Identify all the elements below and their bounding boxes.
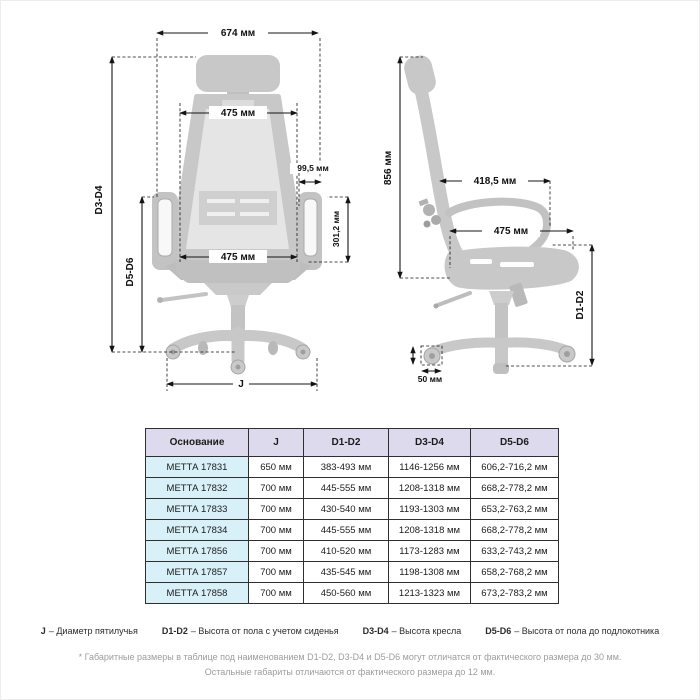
d3d4-cell: 1208-1318 мм <box>389 478 471 499</box>
dimension-label-d1-d2: D1-D2 <box>575 290 586 320</box>
legend-item-d5-d6: D5-D6 – Высота от пола до подлокотника <box>485 626 660 636</box>
dimension-label-seat-width: 475 мм <box>220 252 256 263</box>
footnote <box>0 650 700 680</box>
j-cell: 650 мм <box>249 457 304 478</box>
d1d2-cell: 445-555 мм <box>304 520 389 541</box>
d5d6-cell: 606,2-716,2 мм <box>471 457 559 478</box>
j-cell: 700 мм <box>249 541 304 562</box>
table-header-row <box>146 429 559 457</box>
model-cell: МЕТТА 17834 <box>146 520 249 541</box>
dimension-label-backrest-height: 856 мм <box>383 150 394 186</box>
dimension-label-caster-size: 50 мм <box>417 374 443 384</box>
dimension-label-armrest-width: 99,5 мм <box>297 163 329 173</box>
d1d2-cell: 435-545 мм <box>304 562 389 583</box>
j-cell: 700 мм <box>249 478 304 499</box>
d3d4-cell: 1213-1323 мм <box>389 583 471 604</box>
chair-side-view-drawing <box>402 53 579 374</box>
model-cell: МЕТТА 17856 <box>146 541 249 562</box>
d5d6-cell: 658,2-768,2 мм <box>471 562 559 583</box>
dimension-label-armrest-depth: 418,5 мм <box>473 176 517 187</box>
d1d2-cell: 450-560 мм <box>304 583 389 604</box>
legend-item-j: J – Диаметр пятилучья <box>40 626 138 636</box>
d1d2-cell: 383-493 мм <box>304 457 389 478</box>
d5d6-cell: 633,2-743,2 мм <box>471 541 559 562</box>
column-header-base: Основание <box>146 429 249 457</box>
model-cell: МЕТТА 17832 <box>146 478 249 499</box>
model-cell: МЕТТА 17858 <box>146 583 249 604</box>
j-cell: 700 мм <box>249 499 304 520</box>
dimension-label-armrest-height: 301,2 мм <box>331 210 341 248</box>
side-view-dimensions <box>383 57 592 384</box>
d1d2-cell: 445-555 мм <box>304 478 389 499</box>
dimension-label-d5-d6: D5-D6 <box>125 257 136 287</box>
j-cell: 700 мм <box>249 520 304 541</box>
table-row <box>146 583 559 604</box>
dimension-label-overall-width: 674 мм <box>220 28 256 39</box>
d3d4-cell: 1193-1303 мм <box>389 499 471 520</box>
d1d2-cell: 410-520 мм <box>304 541 389 562</box>
model-cell: МЕТТА 17831 <box>146 457 249 478</box>
table-row <box>146 562 559 583</box>
d3d4-cell: 1198-1308 мм <box>389 562 471 583</box>
dimension-label-seat-depth: 475 мм <box>493 226 529 237</box>
table-row <box>146 541 559 562</box>
column-header-j: J <box>249 429 304 457</box>
table-row <box>146 457 559 478</box>
d3d4-cell: 1146-1256 мм <box>389 457 471 478</box>
dimensions-table <box>145 428 559 604</box>
table-row <box>146 499 559 520</box>
dimension-label-backrest-width: 475 мм <box>220 108 256 119</box>
d3d4-cell: 1173-1283 мм <box>389 541 471 562</box>
d1d2-cell: 430-540 мм <box>304 499 389 520</box>
dimension-label-j: J <box>238 379 244 390</box>
d3d4-cell: 1208-1318 мм <box>389 520 471 541</box>
legend-item-d1-d2: D1-D2 – Высота от пола с учетом сиденья <box>161 626 339 636</box>
model-cell: МЕТТА 17833 <box>146 499 249 520</box>
model-cell: МЕТТА 17857 <box>146 562 249 583</box>
chair-back-view-drawing <box>152 55 322 374</box>
d5d6-cell: 653,2-763,2 мм <box>471 499 559 520</box>
d5d6-cell: 673,2-783,2 мм <box>471 583 559 604</box>
d5d6-cell: 668,2-778,2 мм <box>471 520 559 541</box>
legend <box>0 626 700 636</box>
legend-item-d3-d4: D3-D4 – Высота кресла <box>362 626 462 636</box>
d5d6-cell: 668,2-778,2 мм <box>471 478 559 499</box>
footnote-line-1: * Габаритные размеры в таблице под наименованием D1-D2, D3-D4 и D5-D6 могут отличатся от фактического размера до 30 мм. <box>78 652 622 662</box>
column-header-d1-d2: D1-D2 <box>304 429 389 457</box>
dimension-label-d3-d4: D3-D4 <box>94 185 105 215</box>
table-row <box>146 478 559 499</box>
table-row <box>146 520 559 541</box>
j-cell: 700 мм <box>249 562 304 583</box>
footnote-line-2: Остальные габариты отличаются от фактического размера до 12 мм. <box>204 667 496 677</box>
j-cell: 700 мм <box>249 583 304 604</box>
column-header-d5-d6: D5-D6 <box>471 429 559 457</box>
column-header-d3-d4: D3-D4 <box>389 429 471 457</box>
